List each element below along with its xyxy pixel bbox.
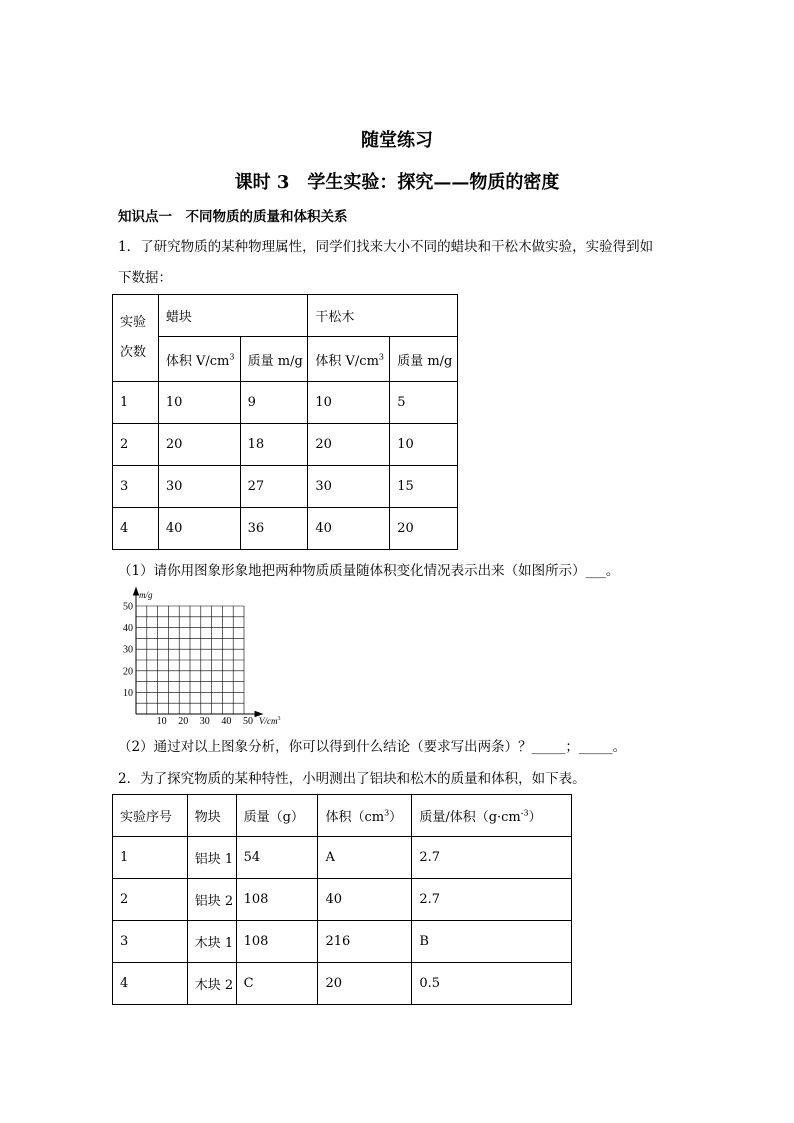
table-cell: 10 [390, 424, 458, 466]
table-cell: 4 [113, 508, 159, 550]
table-cell: 2.7 [412, 879, 572, 921]
section-heading: 知识点一 不同物质的质量和体积关系 [118, 209, 348, 225]
table-cell: 9 [240, 382, 308, 424]
table-header-row [113, 795, 572, 837]
header-cell: 质量（g） [236, 795, 318, 837]
table-row [113, 382, 458, 424]
header-wax-volume: 体积 $V/cm^3$ [158, 337, 240, 382]
table-cell: 20 [308, 424, 390, 466]
table-row [113, 963, 572, 1005]
q1-text-line2: 下数据： [118, 270, 172, 286]
table-cell: 40 [158, 508, 240, 550]
lesson-title: 课时 3 学生实验：探究——物质的密度 [234, 172, 560, 193]
blank-graph-grid [118, 586, 298, 726]
graph-y-tick-label: 20 [123, 666, 133, 678]
header-pine-volume: 体积 $V/cm^3$ [308, 337, 390, 382]
table-cell: 36 [240, 508, 308, 550]
table-cell: 108 [236, 879, 318, 921]
table-cell: B [412, 921, 572, 963]
header-pine: 干松木 [308, 295, 458, 337]
graph-y-tick-label: 40 [123, 623, 133, 635]
header-cell: 实验序号 [113, 795, 188, 837]
graph-y-tick-label: 10 [123, 687, 133, 699]
table-cell: 4 [113, 963, 188, 1005]
graph-y-tick-label: 30 [123, 644, 133, 656]
table-cell: 30 [308, 466, 390, 508]
table-cell: 3 [113, 921, 188, 963]
table-cell: 5 [390, 382, 458, 424]
header-cell: 体积$(cm^3)$ [318, 795, 412, 837]
table-cell: 2.7 [412, 837, 572, 879]
table-cell: 0.5 [412, 963, 572, 1005]
graph-x-tick-label: 20 [178, 716, 189, 726]
table-cell: 54 [236, 837, 318, 879]
table-cell: 216 [318, 921, 412, 963]
table-row [113, 921, 572, 963]
table-cell: 铝块 2 [187, 879, 236, 921]
q1-sub1: （1）请你用图象形象地把两种物质质量随体积变化情况表示出来（如图所示）___。 [118, 563, 620, 579]
table-cell: 1 [113, 837, 188, 879]
header-cell: 质量/体积$(g\cdot cm^{-3})$ [412, 795, 572, 837]
graph-x-tick-label: 30 [199, 716, 210, 726]
q1-text-line1: 1．了研究物质的某种物理属性，同学们找来大小不同的蜡块和干松木做实验，实验得到如 [118, 239, 654, 255]
table-cell: 10 [158, 382, 240, 424]
header-wax: 蜡块 [158, 295, 308, 337]
table-cell: 40 [308, 508, 390, 550]
table-cell: 2 [113, 424, 159, 466]
graph-x-tick-label: 40 [221, 716, 232, 726]
header-cell: 物块 [187, 795, 236, 837]
graph-ylabel: m/g [139, 590, 153, 600]
table-cell: 20 [390, 508, 458, 550]
header-pine-mass: 质量 m/g [390, 337, 458, 382]
graph-x-tick-label: 10 [156, 716, 167, 726]
table-cell: 1 [113, 382, 159, 424]
graph-xlabel: $V/cm^3$ [259, 716, 281, 726]
table-cell: 27 [240, 466, 308, 508]
table-row [113, 879, 572, 921]
table-cell: 108 [236, 921, 318, 963]
table-cell: 40 [318, 879, 412, 921]
table-cell: 15 [390, 466, 458, 508]
table-cell: 2 [113, 879, 188, 921]
table-cell: 18 [240, 424, 308, 466]
table-cell: A [318, 837, 412, 879]
header-experiment-count: 实验 次数 [113, 295, 159, 382]
table-row [113, 466, 458, 508]
q2-data-table [112, 794, 572, 1005]
q1-sub2: （2）通过对以上图象分析，你可以得到什么结论（要求写出两条）？_____；_____。 [118, 739, 627, 755]
table-cell: 铝块 1 [187, 837, 236, 879]
page-title: 随堂练习 [361, 130, 433, 151]
q2-text-line1: 2．为了探究物质的某种特性，小明测出了铝块和松木的质量和体积，如下表。 [118, 771, 586, 787]
header-wax-mass: 质量 m/g [240, 337, 308, 382]
table-cell: 10 [308, 382, 390, 424]
table-cell: 3 [113, 466, 159, 508]
graph-x-tick-label: 50 [243, 716, 253, 726]
table-cell: 木块 1 [187, 921, 236, 963]
q1-data-table [112, 294, 458, 550]
table-row [113, 424, 458, 466]
table-row [113, 508, 458, 550]
table-cell: 20 [158, 424, 240, 466]
table-cell: 木块 2 [187, 963, 236, 1005]
table-cell: 30 [158, 466, 240, 508]
table-row [113, 837, 572, 879]
table-cell: C [236, 963, 318, 1005]
graph-y-tick-label: 50 [123, 601, 133, 613]
table-cell: 20 [318, 963, 412, 1005]
